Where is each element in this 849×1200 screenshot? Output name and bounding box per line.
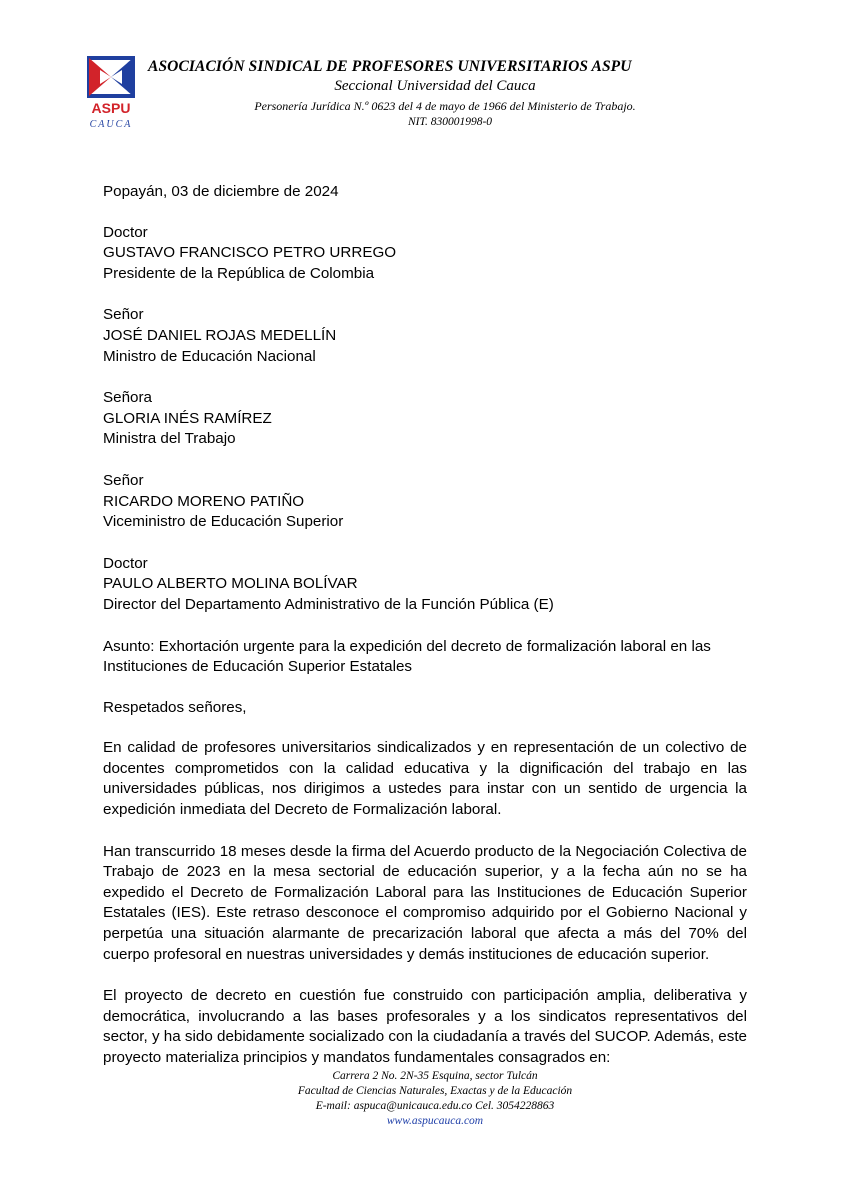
letter-subject: Asunto: Exhortación urgente para la expedición del decreto de formalización laboral en las Instituciones de Educación Superior Estatales	[103, 637, 711, 676]
recipient-title: Doctor	[103, 223, 148, 241]
recipient-title: Señor	[103, 471, 144, 489]
letter-date: Popayán, 03 de diciembre de 2024	[103, 183, 339, 200]
recipient-block	[103, 471, 747, 533]
organization-name: ASOCIACIÓN SINDICAL DE PROFESORES UNIVERSITARIOS ASPU	[148, 58, 632, 75]
recipient-position: Presidente de la República de Colombia	[103, 264, 375, 282]
recipient-block	[103, 554, 747, 616]
recipient-position: Ministro de Educación Nacional	[103, 347, 316, 365]
body-paragraph: Han transcurrido 18 meses desde la firma del Acuerdo producto de la Negociación Colectiva de Trabajo de 2023 en la mesa sectorial de educación superior, y a la fecha aún no se ha expedido el Decreto de Formalización Laboral para las Instituciones de Educación Superior Estatales (IES). Este retraso desconoce el compromiso adquirido por el Gobierno Nacional y perpetúa una situación alarmante de precarización laboral que afecta a más del 70% del cuerpo profesoral en nuestras universidades y demás instituciones de educación superior.	[103, 842, 747, 963]
body-paragraph: El proyecto de decreto en cuestión fue construido con participación amplia, deliberativa y democrática, involucrando a las bases profesorales y a los sindicatos representativos del sector, y ha sido debidamente socializado con la ciudadanía a través del SUCOP. Además, este proyecto materializa principios y mandatos fundamentales consagrados en:	[103, 987, 747, 1066]
footer-address: Carrera 2 No. 2N-35 Esquina, sector Tulcán	[332, 1070, 538, 1082]
organization-nit: NIT. 830001998-0	[407, 116, 493, 128]
footer-faculty: Facultad de Ciencias Naturales, Exactas y de la Educación	[297, 1085, 573, 1097]
logo-text-top: ASPU	[91, 100, 131, 116]
recipient-name: PAULO ALBERTO MOLINA BOLÍVAR	[103, 575, 358, 593]
recipient-block	[103, 223, 747, 285]
organization-legal-status: Personería Jurídica N.º 0623 del 4 de mayo de 1966 del Ministerio de Trabajo.	[254, 99, 636, 113]
body-paragraph: En calidad de profesores universitarios sindicalizados y en representación de un colectivo de docentes comprometidos con la calidad educativa y la dignificación del trabajo en las universidades públicas, nos dirigimos a ustedes para instar con un sentido de urgencia la expedición inmediata del Decreto de Formalización laboral.	[103, 739, 747, 819]
footer-contact: E-mail: aspuca@unicauca.edu.co Cel. 3054228863	[315, 1100, 555, 1112]
recipient-name: GUSTAVO FRANCISCO PETRO URREGO	[103, 244, 397, 262]
logo-text-bottom: CAUCA	[89, 119, 133, 130]
aspu-logo	[80, 52, 142, 132]
recipient-position: Director del Departamento Administrativo de la Función Pública (E)	[103, 595, 554, 613]
recipient-title: Señora	[103, 389, 152, 407]
recipient-title: Doctor	[103, 554, 148, 572]
recipient-name: GLORIA INÉS RAMÍREZ	[103, 409, 272, 427]
recipient-position: Ministra del Trabajo	[103, 430, 236, 448]
recipient-name: RICARDO MORENO PATIÑO	[103, 492, 305, 510]
recipient-block	[103, 305, 747, 367]
letter-footer	[150, 1069, 720, 1129]
letter-body	[103, 182, 747, 1090]
footer-website-link[interactable]: www.aspucauca.com	[386, 1115, 484, 1127]
recipient-position: Viceministro de Educación Superior	[103, 513, 344, 531]
organization-section: Seccional Universidad del Cauca	[334, 78, 536, 94]
letter-salutation: Respetados señores,	[103, 698, 247, 716]
recipient-name: JOSÉ DANIEL ROJAS MEDELLÍN	[103, 326, 337, 344]
recipient-title: Señor	[103, 306, 144, 324]
recipient-block	[103, 388, 747, 450]
